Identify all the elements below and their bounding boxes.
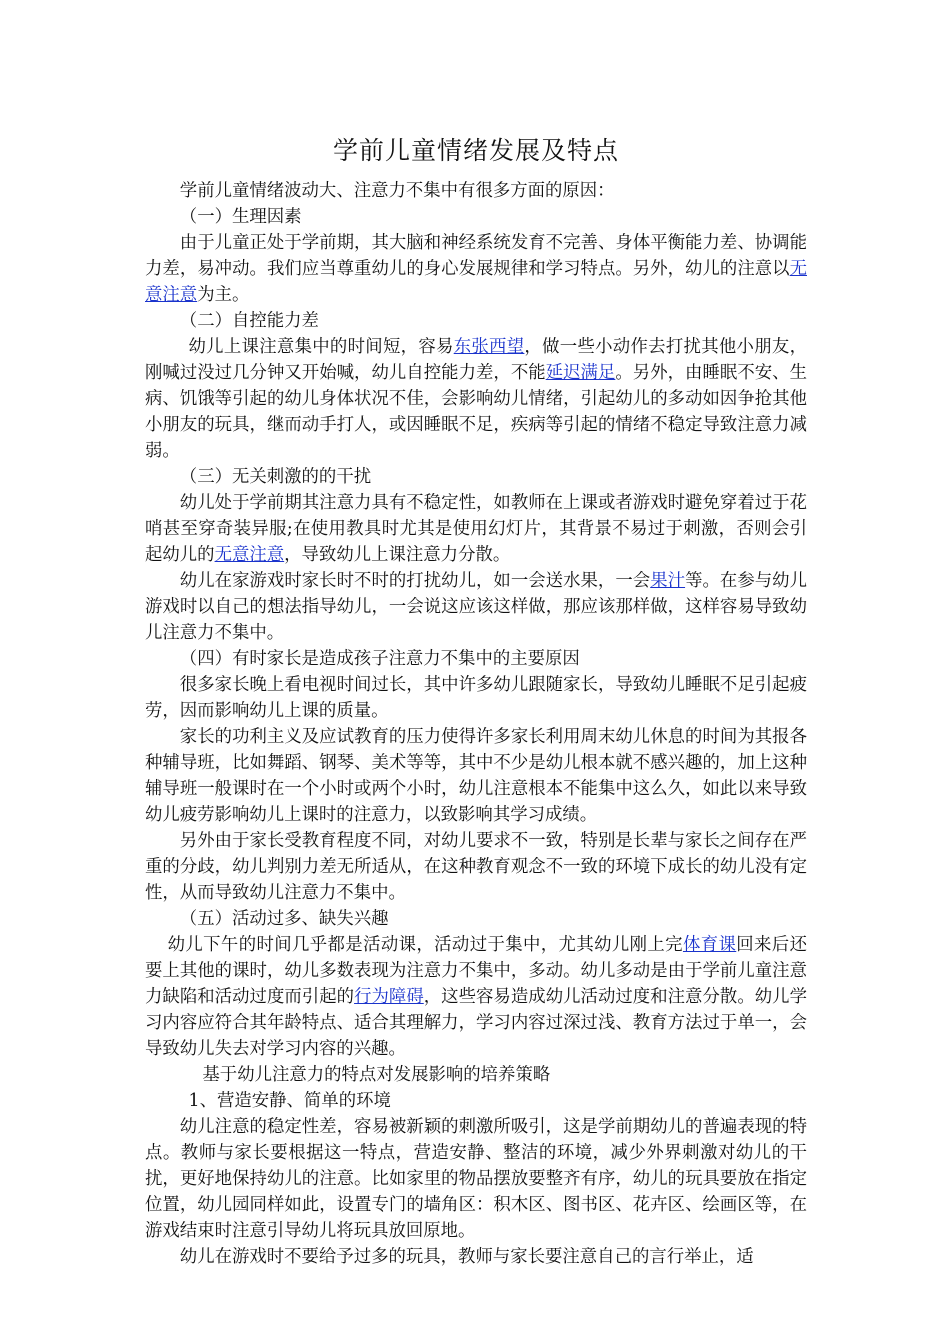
paragraph-text: （一）生理因素 xyxy=(179,207,302,227)
paragraph-text: ，这些容易造成幼儿活动过度和注意分散。幼儿学习内容应符合其年龄特点、适合其理解力，学习内容过深过浅、教育方法过于单一，会导致幼儿失去对学习内容的兴趣。 xyxy=(145,987,807,1059)
paragraph-text: （五）活动过多、缺失兴趣 xyxy=(179,909,389,929)
paragraph xyxy=(145,1114,807,1244)
paragraph-text: 幼儿处于学前期其注意力具有不稳定性，如教师在上课或者游戏时避免穿着过于花哨甚至穿奇装异服;在使用教具时尤其是使用幻灯片，其背景不易过于刺激，否则会引起幼儿的 xyxy=(145,493,807,565)
inline-link[interactable]: 行为障碍 xyxy=(354,987,424,1007)
paragraph xyxy=(145,464,807,490)
paragraph-text: 幼儿下午的时间几乎都是活动课，活动过于集中，尤其幼儿刚上完 xyxy=(167,935,683,955)
inline-link[interactable]: 东张西望 xyxy=(453,337,525,357)
paragraph xyxy=(145,1062,807,1088)
paragraph xyxy=(145,178,807,204)
paragraph-text: 学前儿童情绪波动大、注意力不集中有很多方面的原因： xyxy=(179,181,615,201)
paragraph xyxy=(145,672,807,724)
paragraph xyxy=(145,724,807,828)
paragraph-text: （三）无关刺激的的干扰 xyxy=(179,467,372,487)
paragraph-text: 1、营造安静、简单的环境 xyxy=(188,1091,391,1111)
paragraph xyxy=(145,1088,807,1114)
inline-link[interactable]: 体育课 xyxy=(682,935,737,955)
paragraph-text: 。另外，由睡眠不安、生病、饥饿等引起的幼儿身体状况不佳，会影响幼儿情绪，引起幼儿的多动如因争抢其他小朋友的玩具，继而动手打人，或因睡眠不足，疾病等引起的情绪不稳定导致注意力减弱。 xyxy=(145,363,807,461)
paragraph-text: ，做一些小动作去打扰其他小朋友，刚喊过没过几分钟又开始喊，幼儿自控能力差，不能 xyxy=(145,337,807,383)
paragraph-text: （四）有时家长是造成孩子注意力不集中的主要原因 xyxy=(179,649,580,669)
document-body xyxy=(145,134,807,1270)
paragraph xyxy=(145,932,807,1062)
paragraph xyxy=(145,230,807,308)
paragraph-text: 另外由于家长受教育程度不同，对幼儿要求不一致，特别是长辈与家长之间存在严重的分歧，幼儿判别力差无所适从，在这种教育观念不一致的环境下成长的幼儿没有定性，从而导致幼儿注意力不集中。 xyxy=(145,831,807,903)
paragraph xyxy=(145,646,807,672)
inline-link[interactable]: 果汁 xyxy=(650,571,686,591)
document-title: 学前儿童情绪发展及特点 xyxy=(332,136,619,165)
paragraph-text: 基于幼儿注意力的特点对发展影响的培养策略 xyxy=(202,1065,551,1085)
paragraph xyxy=(145,308,807,334)
paragraph xyxy=(145,828,807,906)
paragraph xyxy=(145,568,807,646)
paragraph xyxy=(145,204,807,230)
paragraph-text: 幼儿在家游戏时家长时不时的打扰幼儿，如一会送水果，一会 xyxy=(179,571,651,591)
inline-link[interactable]: 无意注意 xyxy=(214,545,285,565)
paragraph-text: 等。在参与幼儿游戏时以自己的想法指导幼儿，一会说这应该这样做，那应该那样做，这样容易导致幼儿注意力不集中。 xyxy=(145,571,807,643)
paragraph-text: 回来后还要上其他的课时，幼儿多数表现为注意力不集中，多动。幼儿多动是由于学前儿童注意力缺陷和活动过度而引起的 xyxy=(145,935,807,1007)
paragraph xyxy=(145,906,807,932)
paragraph-text: 为主。 xyxy=(197,285,250,305)
paragraph xyxy=(145,490,807,568)
paragraph-text: 幼儿注意的稳定性差，容易被新颖的刺激所吸引，这是学前期幼儿的普遍表现的特点。教师与家长要根据这一特点，营造安静、整洁的环境，减少外界刺激对幼儿的干扰，更好地保持幼儿的注意。比如家里的物品摆放要整齐有序，幼儿的玩具要放在指定位置，幼儿园同样如此，设置专门的墙角区：积木区、图书区、花卉区、绘画区等，在游戏结束时注意引导幼儿将玩具放回原地。 xyxy=(145,1117,807,1241)
paragraph-text: 由于儿童正处于学前期，其大脑和神经系统发育不完善、身体平衡能力差、协调能力差，易冲动。我们应当尊重幼儿的身心发展规律和学习特点。另外，幼儿的注意以 xyxy=(145,233,807,279)
paragraph-text: 家长的功利主义及应试教育的压力使得许多家长利用周末幼儿休息的时间为其报各种辅导班，比如舞蹈、钢琴、美术等等，其中不少是幼儿根本就不感兴趣的，加上这种辅导班一般课时在一个小时或两个小时，幼儿注意根本不能集中这么久，如此以来导致幼儿疲劳影响幼儿上课时的注意力，以致影响其学习成绩。 xyxy=(145,727,807,825)
paragraph-text: （二）自控能力差 xyxy=(179,311,319,331)
inline-link[interactable]: 延迟满足 xyxy=(545,363,616,383)
paragraph-text: 很多家长晚上看电视时间过长，其中许多幼儿跟随家长，导致幼儿睡眠不足引起疲劳，因而影响幼儿上课的质量。 xyxy=(145,675,807,721)
paragraph-text: 幼儿上课注意集中的时间短，容易 xyxy=(188,337,454,357)
paragraph-text: 幼儿在游戏时不要给予过多的玩具，教师与家长要注意自己的言行举止，适 xyxy=(179,1247,754,1267)
paragraph xyxy=(145,1244,807,1270)
paragraph-text: ，导致幼儿上课注意力分散。 xyxy=(284,545,511,565)
paragraph xyxy=(145,334,807,464)
inline-link[interactable]: 无意注意 xyxy=(145,259,807,305)
